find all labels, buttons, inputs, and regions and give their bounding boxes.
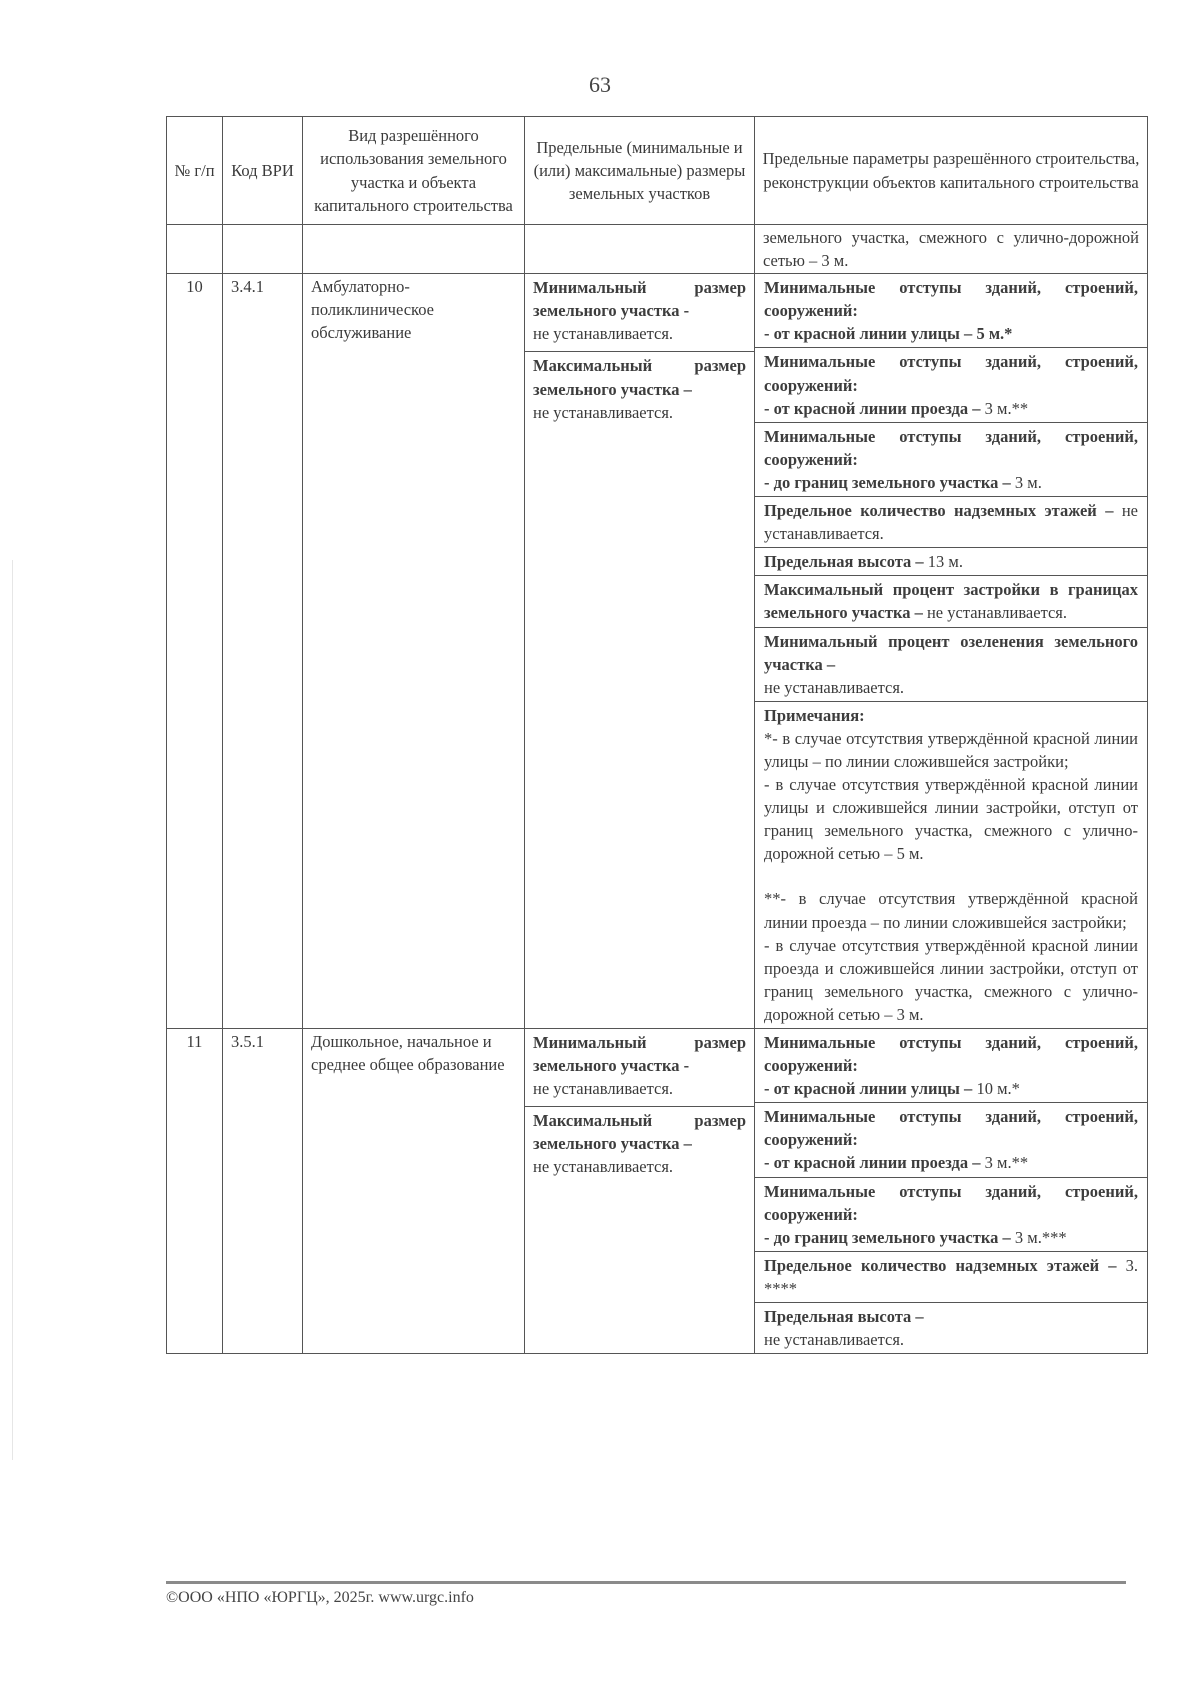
min-plot-size: Минимальный размер земельного участка - не устанавливается.: [525, 1029, 754, 1107]
notes-title: Примечания:: [764, 705, 865, 725]
row-code: 3.5.1: [223, 1029, 303, 1354]
param-floors: Предельное количество надземных этажей – не устанавливается.: [755, 497, 1147, 548]
scan-artifact-line: [12, 560, 13, 1460]
table-row: [167, 1029, 1148, 1354]
footer-copyright: ©ООО «НПО «ЮРГЦ», 2025г. www.urgc.info: [166, 1589, 474, 1606]
row-use-name: Дошкольное, начальное и среднее общее образование: [303, 1029, 525, 1354]
continuation-row: [167, 225, 1148, 274]
plot-size-cell: [525, 274, 755, 1029]
footer-divider: [166, 1581, 1126, 1584]
param-offset-plot-border: Минимальные отступы зданий, строений, сооружений: - до границ земельного участка – 3 м.***: [755, 1178, 1147, 1252]
row-code: 3.4.1: [223, 274, 303, 1029]
plot-size-cell: [525, 1029, 755, 1354]
page-number: 63: [589, 72, 611, 97]
min-plot-size: Минимальный размер земельного участка - не устанавливается.: [525, 274, 754, 352]
param-height: Предельная высота – 13 м.: [755, 548, 1147, 576]
zoning-parameters-table: [166, 116, 1148, 1354]
header-plot-sizes: Предельные (минимальные и (или) максимальные) размеры земельных участков: [525, 117, 755, 225]
construction-params-cell: [755, 1029, 1148, 1354]
construction-params-cell: [755, 274, 1148, 1029]
param-floors: Предельное количество надземных этажей – 3. ****: [755, 1252, 1147, 1303]
param-offset-street: Минимальные отступы зданий, строений, сооружений: - от красной линии улицы – 10 м.*: [755, 1029, 1147, 1103]
header-code: Код ВРИ: [223, 117, 303, 225]
header-number: № г/п: [167, 117, 223, 225]
continuation-text: земельного участка, смежного с улично-дорожной сетью – 3 м.: [755, 225, 1148, 274]
max-plot-size: Максимальный размер земельного участка – не устанавливается.: [533, 1111, 746, 1177]
note-item: *- в случае отсутствия утверждённой красной линии улицы – по линии сложившейся застройки;: [764, 728, 1138, 771]
row-number: 11: [167, 1029, 223, 1354]
header-use-type: Вид разрешённого использования земельного участка и объекта капитального строительства: [303, 117, 525, 225]
table-row: [167, 274, 1148, 1029]
note-item: **- в случае отсутствия утверждённой красной линии проезда – по линии сложившейся застройки;: [764, 889, 1138, 932]
param-offset-driveway: Минимальные отступы зданий, строений, сооружений: - от красной линии проезда – 3 м.**: [755, 1103, 1147, 1177]
note-item: - в случае отсутствия утверждённой красной линии проезда и сложившейся линии застройки, отступ от границ земельного участка, смежного с улично-дорожной сетью – 3 м.: [764, 935, 1138, 1024]
param-offset-plot-border: Минимальные отступы зданий, строений, сооружений: - до границ земельного участка – 3 м.: [755, 423, 1147, 497]
notes-block: [755, 702, 1147, 1028]
table-header-row: [167, 117, 1148, 225]
max-plot-size: Максимальный размер земельного участка – не устанавливается.: [533, 356, 746, 422]
param-offset-driveway: Минимальные отступы зданий, строений, сооружений: - от красной линии проезда – 3 м.**: [755, 348, 1147, 422]
param-height: Предельная высота – не устанавливается.: [764, 1307, 924, 1350]
param-min-greening: Минимальный процент озеленения земельного участка – не устанавливается.: [755, 628, 1147, 702]
header-construction-params: Предельные параметры разрешённого строительства, реконструкции объектов капитального строительства: [755, 117, 1148, 225]
row-number: 10: [167, 274, 223, 1029]
row-use-name: Амбулаторно-поликлиническое обслуживание: [303, 274, 525, 1029]
param-max-coverage: Максимальный процент застройки в границах земельного участка – не устанавливается.: [755, 576, 1147, 627]
param-offset-street: Минимальные отступы зданий, строений, сооружений: - от красной линии улицы – 5 м.*: [755, 274, 1147, 348]
note-item: - в случае отсутствия утверждённой красной линии улицы и сложившейся линии застройки, отступ от границ земельного участка, смежного с улично-дорожной сетью – 5 м.: [764, 775, 1138, 864]
